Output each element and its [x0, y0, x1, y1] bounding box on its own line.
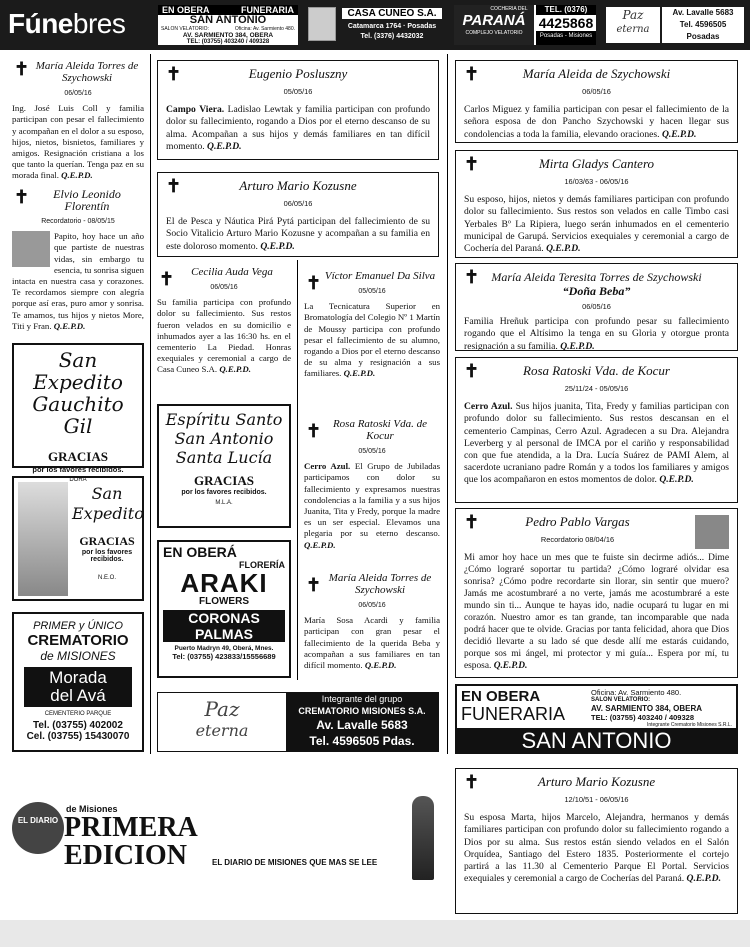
- header-ad-cocheria-parana: COCHERIA DEL PARANÁ COMPLEJO VELATORIO TEL. (0376) 4425868 Posadas - Misiones: [454, 5, 596, 45]
- obituary-notice: ✝ María Aleida Torres de Szychowski 06/05/16 María Sosa Acardi y familia participan con gran pesar el fallecimiento de la querida Beba y acompañan a sus familiares en tan difícil momento. Q.E.P.D.: [304, 572, 440, 671]
- cross-icon: ✝: [166, 64, 182, 84]
- obituary-notice: ✝ Cecilia Auda Vega 06/05/16 Su familia participa con profundo dolor su fallecimiento. Sus restos fueron velados en su domicilio e inhumados ayer a las 16:30 hs. en el cementerio La Piedad. Honras exequiales y ceremonial a cargo de Casa Cuneo S.A. Q.E.P.D.: [157, 266, 291, 375]
- floreria-ad: EN OBERÁ FLORERÍA ARAKI FLOWERS CORONAS PALMAS Puerto Madryn 49, Oberá, Mnes. Tel: (03755) 423833/15556689: [157, 540, 291, 678]
- saint-image: [18, 482, 68, 596]
- crematorio-ad: PRIMER y ÚNICO CREMATORIO de MISIONES Morada del Avá CEMENTERIO PARQUE Tel. (03755) 402002 Cel. (03755) 15430070: [12, 612, 144, 752]
- man-with-newspaper-image: [412, 796, 434, 880]
- obituary-notice: ✝ Arturo Mario Kozusne 12/10/51 - 06/05/16 Su esposa Marta, hijos Marcelo, Alejandra, hermanos y demás familiares participan con profundo dolor su fallecimiento rogando a Dios por su alma. Sus restos están siendo velados en el Salón Orquídea, Santiago del Estero 1835. Posteriormente el cortejo partirá a las 11.30 al Cementerio Parque El Portal. Servicios exequiales y ceremonial a cargo de Cocherías del Paraná. Q.E.P.D.: [455, 768, 738, 914]
- cross-icon: ✝: [464, 267, 480, 287]
- globe-icon: EL DIARIO: [12, 802, 64, 854]
- obituary-notice: ✝ María Aleida Torres de Szychowski 06/05/16 Ing. José Luis Coll y familia participan con pesar el fallecimiento y acompañan en el dolor a su esposo, hijos, nietos, bisnietos, familiares y amigos. Resignación cristiana a los que tanto la querían. Tenga paz en su morada final. Q.E.P.D.: [12, 59, 144, 181]
- header-ad-san-antonio: EN OBERA FUNERARIA SAN ANTONIO SALON VELATORIO: Oficina: Av. Sarmiento 480. AV. SARMIENTO 384, OBERA TEL: (03755) 403240 / 409328: [158, 5, 298, 45]
- gratitude-ad: San Expedito GRACIAS por los favores recibidos. N.E.O.: [12, 476, 144, 601]
- obituary-notice: ✝ Pedro Pablo Vargas Recordatorio 08/04/16 Mi amor hoy hace un mes que te fuiste sin decirme adiós... Dime ¿Cómo lograré soportar tu partida? ¿Cómo lograré olvidar esa sonrisa? ¿Cómo podre recordarte sin llorar, sin sentir que muero? Jamás me acostumbraré a no verte, jamás me acostumbraré a este mundo sin ti... Aunque te hayas ido, nadie ocupará tu lugar en mi corazón. Nuestro amor es tan grande, tan incomparable que nada podrá hacer que te olvide. Gracias por tanta felicidad, ahora que Dios decidió llevarte a su lado sé que desde allí me estarás cuidando, porque sos mi ángel, mi protector y mi guía... Espera por mí, tu esposa. Q.E.P.D.: [455, 508, 738, 678]
- header-ad-paz-eterna: Paz eterna Av. Lavalle 5683 Tel. 4596505 Posadas: [604, 5, 746, 45]
- cross-icon: ✝: [306, 273, 322, 293]
- section-logo: Fúnebres: [8, 8, 126, 39]
- cross-icon: ✝: [166, 176, 182, 196]
- cross-icon: ✝: [159, 269, 175, 289]
- deceased-photo: [12, 231, 50, 267]
- header-ad-casa-cuneo: CASA CUNEO S.A. Catamarca 1764 · Posadas Tel. (3376) 4432032: [306, 5, 446, 45]
- gratitude-ad: San Expedito Gauchito Gil GRACIAS por los favores recibidos. DORA: [12, 343, 144, 468]
- obituary-notice: ✝ Rosa Ratoski Vda. de Kocur 05/05/16 Cerro Azul. El Grupo de Jubiladas participamos con dolor su fallecimiento y expresamos nuestras condolencias a la familia y a sus hijos Juanita, Tita y Fredy, porque la madre es un ser especial. Elevamos una plegaria por su eterno descanso. Q.E.P.D.: [304, 418, 441, 550]
- funeraria-ad: EN OBERA FUNERARIA Oficina: Av. Sarmiento 480. SALON VELATORIO: AV. SARMIENTO 384, OBERA TEL: (03755) 403240 / 409328 Integrante Crematorio Misiones S.R.L. SAN ANTONIO: [455, 684, 738, 754]
- obituary-notice: ✝ Mirta Gladys Cantero 16/03/63 - 06/05/16 Su esposo, hijos, nietos y demás familiares participan con profundo dolor su fallecimiento. Sus restos son velados en calle Timbo casi Yerbales Bº La Ripiera, luego serán inhumados en el cementerio municipal de Garupá. Servicios exequiales y ceremonial a cargo de Cochería del Paraná. Q.E.P.D.: [455, 150, 738, 258]
- deceased-photo: [695, 515, 729, 549]
- obituary-notice: ✝ Rosa Ratoski Vda. de Kocur 25/11/24 - 05/05/16 Cerro Azul. Sus hijos juanita, Tita, Fredy y familias participan con profundo dolor su fallecimiento. Sus restos descansan en el cementerio Campinas, Cerro Azul. Agradecen a su Dra. Alejandra Leverberg y al personal de IMCA por el cariño y responsabilidad con que fue atendida, a la Dra. Lucía Suárez de PAMI Alem, al sacerdote ucraniano padre Román y a todos los familiares y amigos que los acompañaron en estos momentos de dolor. Q.E.P.D.: [455, 357, 738, 503]
- cross-icon: ✝: [14, 187, 30, 207]
- obituary-notice: ✝ Eugenio Posluszny 05/05/16 Campo Viera. Ladislao Lewtak y familia participan con profundo dolor su fallecimiento, rogando a Dios por el eterno descanso de su alma. Acompañan a sus hijos y demás familiares en tan difícil momento. Q.E.P.D.: [157, 60, 439, 160]
- page-footer-bar: [0, 920, 750, 947]
- obituary-notice: ✝ Arturo Mario Kozusne 06/05/16 El de Pesca y Náutica Pirá Pytá participan del fallecimiento de su Socio Vitalicio Arturo Mario Kozusne y acompañan a su familia en este doloroso momento. Q.E.P.D.: [157, 172, 439, 257]
- cross-icon: ✝: [464, 154, 480, 174]
- cross-icon: ✝: [14, 59, 30, 79]
- gratitude-ad: Espíritu Santo San Antonio Santa Lucía GRACIAS por los favores recibidos. M.L.A.: [157, 404, 291, 528]
- cuneo-emblem-icon: [308, 7, 336, 41]
- primera-edicion-ad: EL DIARIO de Misiones PRIMERA EDICION EL DIARIO DE MISIONES QUE MAS SE LEE: [12, 780, 442, 900]
- obituary-notice: ✝ Elvio Leonido Florentín Recordatorio - 08/05/15 Papito, hoy hace un año que partiste de nuestras vidas, sin embargo tu esencia, tu sonrisa siguen intacta en nuestra casa y corazones. Te recordamos siempre con alegría porque así eras, puro amor y sonrisa. Te amamos, tus hijos y nietos More, Titi y Fran. Q.E.P.D.: [12, 187, 144, 331]
- cross-icon: ✝: [306, 575, 322, 595]
- cross-icon: ✝: [464, 361, 480, 381]
- paz-eterna-ad: Paz eterna Integrante del grupo CREMATORIO MISIONES S.A. Av. Lavalle 5683 Tel. 4596505 Pdas.: [157, 692, 439, 752]
- obituary-notice: ✝ Víctor Emanuel Da Silva 05/05/16 La Tecnicatura Superior en Bromatología del Colegio Nº 1 Martín de Moussy participa con profundo pesar el fallecimiento de su alumno, rogando a Dios por el eterno descanso de su alma y resignación a sus familiares. Q.E.P.D.: [304, 270, 440, 379]
- cross-icon: ✝: [306, 421, 322, 441]
- obituary-notice: ✝ María Aleida Teresita Torres de Szychowski “Doña Beba” 06/05/16 Familia Hreñuk participa con profundo pesar su fallecimiento rogando que el Altísimo la tenga en su Gloria y otorgue pronta resignación a su familia. Q.E.P.D.: [455, 263, 738, 351]
- cross-icon: ✝: [464, 772, 480, 792]
- cross-icon: ✝: [464, 512, 480, 532]
- obituary-notice: ✝ María Aleida de Szychowski 06/05/16 Carlos Miguez y familia participan con pesar el fallecimiento de la señora esposa de don Pancho Szychowski y hacen llegar sus condolencias a toda la familia, elevando oraciones. Q.E.P.D.: [455, 60, 738, 143]
- cross-icon: ✝: [464, 64, 480, 84]
